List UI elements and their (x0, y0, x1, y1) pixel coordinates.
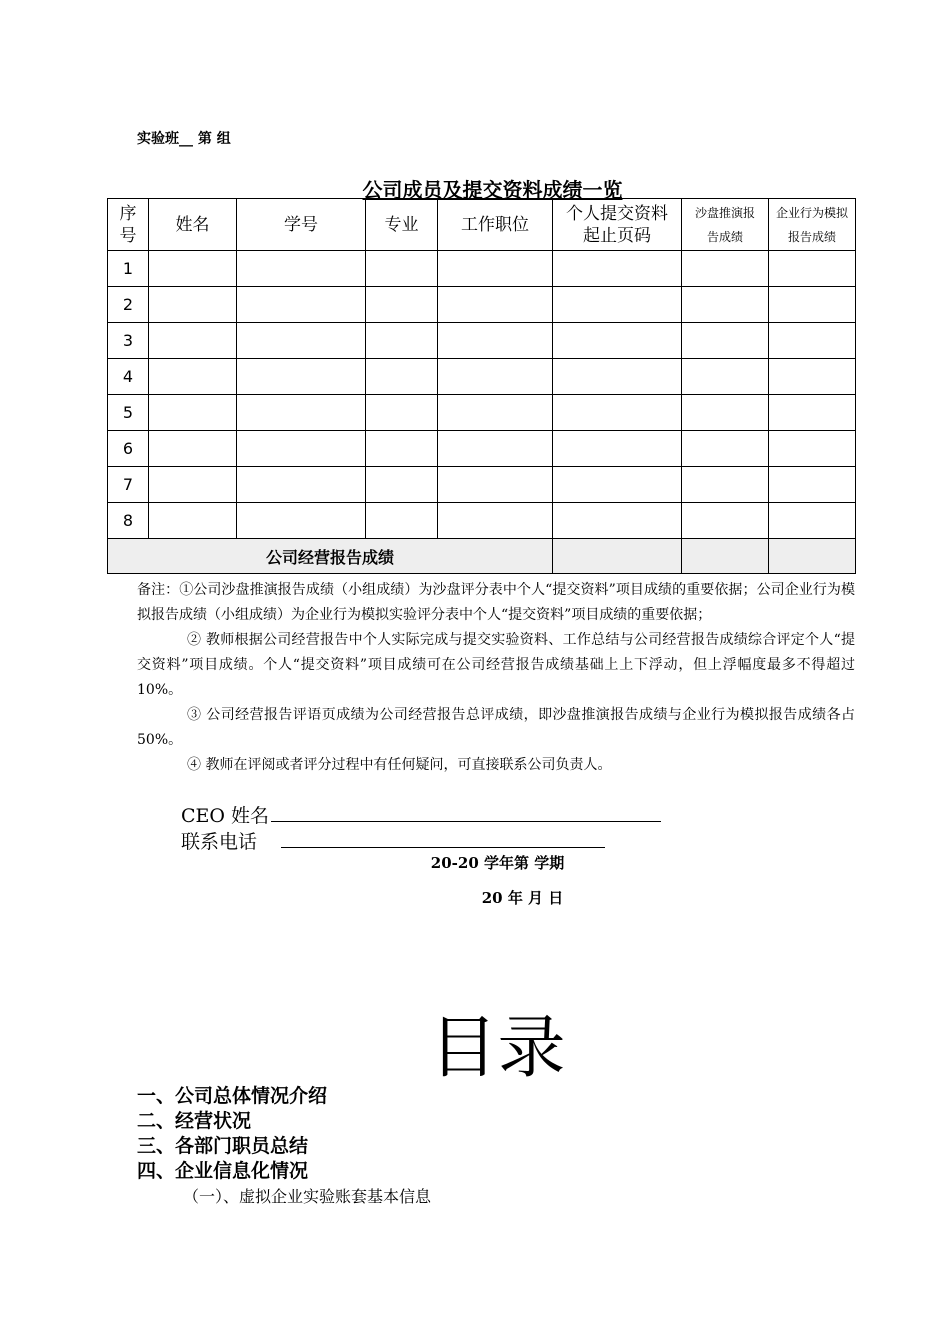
cell[interactable] (438, 323, 553, 359)
note-4: ④ 教师在评阅或者评分过程中有任何疑问，可直接联系公司负责人。 (187, 757, 612, 773)
cell[interactable] (553, 251, 682, 287)
cell[interactable] (682, 467, 769, 503)
summary-label: 公司经营报告成绩 (108, 539, 553, 574)
toc-list (137, 1084, 327, 1184)
phone-field[interactable] (281, 847, 605, 848)
ceo-name-label: CEO 姓名 (181, 805, 270, 827)
table-row (108, 251, 856, 287)
cell[interactable] (366, 323, 438, 359)
cell[interactable] (682, 503, 769, 539)
cell[interactable] (682, 251, 769, 287)
cell[interactable] (438, 395, 553, 431)
cell[interactable] (769, 359, 856, 395)
table-row (108, 503, 856, 539)
cell[interactable] (366, 359, 438, 395)
note-2: ② 教师根据公司经营报告中个人实际完成与提交实验资料、工作总结与公司经营报告成绩综合评定个人“提交资料”项目成绩。个人“提交资料”项目成绩可在公司经营报告成绩基础上上下浮动，但上浮幅度最多不得超过10%。 (137, 632, 855, 698)
cell[interactable] (149, 395, 237, 431)
cell[interactable] (682, 287, 769, 323)
cell[interactable] (366, 503, 438, 539)
table-row (108, 467, 856, 503)
cell[interactable] (366, 287, 438, 323)
header-simulation-score: 企业行为模拟报告成绩 (769, 199, 856, 251)
cell[interactable] (237, 287, 366, 323)
cell[interactable] (366, 431, 438, 467)
cell[interactable] (237, 395, 366, 431)
header-index: 序号 (108, 199, 149, 251)
cell[interactable] (553, 503, 682, 539)
table-row (108, 323, 856, 359)
cell[interactable] (682, 323, 769, 359)
date-line: 20 年 月 日 (481, 889, 564, 907)
row-index: 2 (108, 287, 149, 323)
cell[interactable] (149, 251, 237, 287)
cell[interactable] (769, 431, 856, 467)
header-student-id: 学号 (237, 199, 366, 251)
cell[interactable] (682, 359, 769, 395)
table-row (108, 431, 856, 467)
cell[interactable] (769, 467, 856, 503)
cell[interactable] (553, 395, 682, 431)
cell[interactable] (438, 467, 553, 503)
row-index: 4 (108, 359, 149, 395)
cell[interactable] (237, 251, 366, 287)
header-name: 姓名 (149, 199, 237, 251)
phone-label: 联系电话 (181, 831, 258, 853)
cell[interactable] (769, 251, 856, 287)
cell[interactable] (438, 359, 553, 395)
table-title: 公司成员及提交资料成绩一览 (362, 178, 623, 202)
cell[interactable] (438, 503, 553, 539)
toc-item[interactable]: 二、经营状况 (137, 1110, 252, 1132)
cell[interactable] (553, 287, 682, 323)
table-row (108, 287, 856, 323)
cell[interactable] (438, 251, 553, 287)
cell[interactable] (682, 431, 769, 467)
row-index: 6 (108, 431, 149, 467)
toc-title: 目录 (429, 1009, 566, 1088)
cell[interactable] (149, 323, 237, 359)
row-index: 3 (108, 323, 149, 359)
member-score-table (107, 198, 856, 574)
cell[interactable] (769, 287, 856, 323)
row-index: 8 (108, 503, 149, 539)
toc-sub-item[interactable]: （一）、虚拟企业实验账套基本信息 (183, 1187, 432, 1206)
cell[interactable] (769, 503, 856, 539)
row-index: 5 (108, 395, 149, 431)
cell[interactable] (237, 431, 366, 467)
summary-cell[interactable] (553, 539, 682, 574)
table-header-row (108, 199, 856, 251)
summary-cell[interactable] (769, 539, 856, 574)
cell[interactable] (553, 431, 682, 467)
cell[interactable] (366, 251, 438, 287)
note-1: 备注：①公司沙盘推演报告成绩（小组成绩）为沙盘评分表中个人“提交资料”项目成绩的重要依据；公司企业行为模拟报告成绩（小组成绩）为企业行为模拟实验评分表中个人“提交资料”项目成绩的重要依据； (137, 582, 855, 623)
toc-item[interactable]: 四、企业信息化情况 (137, 1160, 309, 1182)
header-position: 工作职位 (438, 199, 553, 251)
cell[interactable] (237, 359, 366, 395)
cell[interactable] (149, 431, 237, 467)
header-major: 专业 (366, 199, 438, 251)
cell[interactable] (438, 431, 553, 467)
summary-cell[interactable] (682, 539, 769, 574)
row-index: 7 (108, 467, 149, 503)
cell[interactable] (682, 395, 769, 431)
toc-item[interactable]: 三、各部门职员总结 (137, 1135, 309, 1157)
table-row (108, 359, 856, 395)
cell[interactable] (553, 467, 682, 503)
toc-item[interactable]: 一、公司总体情况介绍 (137, 1085, 328, 1107)
cell[interactable] (366, 395, 438, 431)
cell[interactable] (366, 467, 438, 503)
cell[interactable] (769, 323, 856, 359)
cell[interactable] (149, 287, 237, 323)
cell[interactable] (769, 395, 856, 431)
cell[interactable] (553, 323, 682, 359)
cell[interactable] (237, 503, 366, 539)
cell[interactable] (149, 359, 237, 395)
note-3: ③ 公司经营报告评语页成绩为公司经营报告总评成绩，即沙盘推演报告成绩与企业行为模拟报告成绩各占50%。 (137, 707, 855, 748)
cell[interactable] (438, 287, 553, 323)
header-sandbox-score: 沙盘推演报告成绩 (682, 199, 769, 251)
cell[interactable] (237, 467, 366, 503)
cell[interactable] (149, 503, 237, 539)
ceo-name-field[interactable] (271, 821, 661, 822)
summary-row (108, 539, 856, 574)
class-group-line: 实验班__ 第 组 (137, 131, 231, 147)
academic-term: 20-20 学年第 学期 (430, 854, 565, 872)
cell[interactable] (553, 359, 682, 395)
row-index: 1 (108, 251, 149, 287)
header-page-range: 个人提交资料起止页码 (553, 199, 682, 251)
notes-block (137, 578, 855, 778)
cell[interactable] (149, 467, 237, 503)
table-row (108, 395, 856, 431)
cell[interactable] (237, 323, 366, 359)
